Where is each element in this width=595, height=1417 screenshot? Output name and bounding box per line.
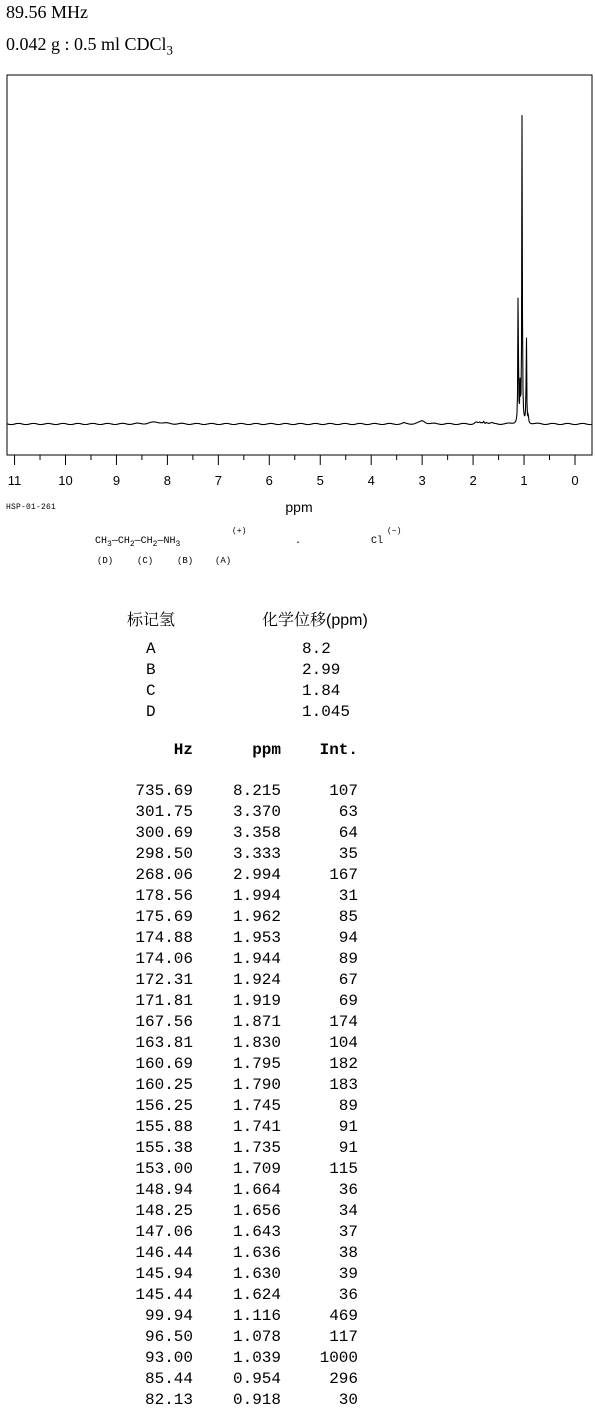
peak-row (120, 928, 358, 949)
ppm-cell: 1.871 (232, 1013, 281, 1031)
assign-header-label: 标记氢 (127, 612, 176, 629)
ppm-cell: 1.953 (232, 929, 281, 947)
assign-row: C (146, 682, 156, 700)
nmr-spectrum-chart (0, 0, 595, 530)
peak-row (120, 1369, 358, 1390)
ppm-cell: 1.116 (232, 1307, 281, 1325)
ppm-cell: 3.333 (232, 845, 281, 863)
ppm-cell: 1.636 (232, 1244, 281, 1262)
hz-cell: 147.06 (135, 1223, 193, 1241)
ppm-cell: 1.741 (232, 1118, 281, 1136)
salt-dot: . (295, 536, 302, 547)
ppm-cell: 1.790 (232, 1076, 281, 1094)
x-axis-tick-labels (8, 473, 579, 488)
x-tick-label: 8 (163, 473, 172, 488)
ppm-cell: 1.924 (232, 971, 281, 989)
peak-row (120, 1243, 358, 1264)
assign-row: D (146, 703, 156, 721)
int-cell: 469 (329, 1307, 358, 1325)
int-cell: 183 (329, 1076, 358, 1094)
peak-table-header (120, 740, 358, 761)
int-cell: 104 (329, 1034, 358, 1052)
hz-cell: 148.25 (135, 1202, 193, 1220)
peak-row (120, 1222, 358, 1243)
peak-row (120, 1075, 358, 1096)
peak-row (120, 844, 358, 865)
hz-cell: 174.06 (135, 950, 193, 968)
structure-formula (95, 527, 402, 556)
spectrum-id: HSP-01-261 (6, 503, 57, 512)
ppm-cell: 1.944 (232, 950, 281, 968)
peak-list-table (120, 740, 358, 1411)
peak-row (120, 1138, 358, 1159)
peak-row (120, 1159, 358, 1180)
ppm-cell: 8.215 (232, 782, 281, 800)
hz-cell: 153.00 (135, 1160, 193, 1178)
ppm-cell: 1.962 (232, 908, 281, 926)
hz-cell: 178.56 (135, 887, 193, 905)
hz-cell: 298.50 (135, 845, 193, 863)
hz-cell: 148.94 (135, 1181, 193, 1199)
ppm-cell: 1.630 (232, 1265, 281, 1283)
hz-cell: 175.69 (135, 908, 193, 926)
hz-cell: 93.00 (144, 1349, 193, 1367)
ppm-cell: 1.709 (232, 1160, 281, 1178)
ppm-cell: 1.919 (232, 992, 281, 1010)
int-cell: 117 (329, 1328, 358, 1346)
sample-subscript: 3 (166, 42, 174, 58)
int-cell: 39 (338, 1265, 358, 1283)
ch2-group-c: $—CH_2$ (111, 536, 135, 549)
assign-header-shift: 化学位移(ppm) (262, 612, 368, 629)
shift-assignment-table (0, 600, 595, 730)
peak-row (120, 886, 358, 907)
int-cell: 115 (329, 1160, 358, 1178)
ppm-cell: 0.918 (232, 1391, 281, 1409)
assign-shift: 1.84 (302, 682, 341, 700)
int-cell: 36 (338, 1286, 358, 1304)
int-cell: 296 (329, 1370, 358, 1388)
hz-cell: 163.81 (135, 1034, 193, 1052)
structure-labels (95, 556, 232, 572)
ppm-cell: 1.624 (232, 1286, 281, 1304)
hz-cell: 145.44 (135, 1286, 193, 1304)
int-cell: 34 (338, 1202, 358, 1220)
peak-row (120, 907, 358, 928)
x-tick-label: 3 (418, 473, 426, 488)
peak-row (120, 1327, 358, 1348)
x-tick-label: 6 (265, 473, 273, 488)
assign-row: A (146, 640, 156, 658)
x-tick-label: 1 (520, 473, 528, 488)
hz-cell: 268.06 (135, 866, 193, 884)
hz-cell: 145.94 (135, 1265, 193, 1283)
peak-row (120, 949, 358, 970)
minus-charge: (−) (387, 527, 402, 536)
hz-cell: 301.75 (135, 803, 193, 821)
peak-row (120, 781, 358, 802)
x-tick-label: 7 (214, 473, 222, 488)
int-cell: 67 (338, 971, 358, 989)
int-cell: 1000 (319, 1349, 358, 1367)
int-header: Int. (319, 741, 358, 759)
int-cell: 69 (338, 992, 358, 1010)
int-cell: 174 (329, 1013, 358, 1031)
hz-cell: 160.69 (135, 1055, 193, 1073)
int-cell: 167 (329, 866, 358, 884)
peak-row (120, 970, 358, 991)
int-cell: 30 (338, 1391, 358, 1409)
hz-cell: 160.25 (135, 1076, 193, 1094)
int-cell: 182 (329, 1055, 358, 1073)
x-tick-label: 11 (7, 473, 22, 488)
ch3-group: $CH_3$ (95, 536, 112, 549)
int-cell: 36 (338, 1181, 358, 1199)
ppm-cell: 1.643 (232, 1223, 281, 1241)
int-cell: 31 (338, 887, 358, 905)
ppm-header: ppm (252, 741, 281, 759)
x-tick-label: 10 (58, 473, 73, 488)
int-cell: 64 (338, 824, 358, 842)
plus-charge: (+) (232, 527, 247, 536)
x-axis-label: ppm (285, 499, 313, 515)
peak-row (120, 1348, 358, 1369)
spectrum-trace (7, 115, 592, 425)
x-tick-label: 5 (316, 473, 324, 488)
sample-text: 0.042 g : 0.5 ml CDCl (6, 34, 167, 54)
hz-cell: 85.44 (144, 1370, 193, 1388)
int-cell: 38 (338, 1244, 358, 1262)
int-cell: 63 (338, 803, 358, 821)
int-cell: 107 (329, 782, 358, 800)
peak-row (120, 1117, 358, 1138)
ppm-cell: 1.039 (232, 1349, 281, 1367)
peak-row (120, 991, 358, 1012)
label-d: (D) (97, 556, 114, 566)
ppm-cell: 1.994 (232, 887, 281, 905)
int-cell: 89 (338, 950, 358, 968)
chloride-ion: Cl (371, 536, 384, 547)
int-cell: 35 (338, 845, 358, 863)
hz-cell: 167.56 (135, 1013, 193, 1031)
peak-row (120, 1264, 358, 1285)
hz-cell: 172.31 (135, 971, 193, 989)
hz-cell: 156.25 (135, 1097, 193, 1115)
hz-cell: 146.44 (135, 1244, 193, 1262)
label-a: (A) (215, 556, 232, 566)
int-cell: 91 (338, 1118, 358, 1136)
peak-row (120, 1390, 358, 1411)
peak-row (120, 823, 358, 844)
peak-row (120, 1306, 358, 1327)
ch2-group-b: $—CH_2$ (134, 536, 158, 549)
hz-cell: 174.88 (135, 929, 193, 947)
hz-cell: 155.38 (135, 1139, 193, 1157)
hz-cell: 99.94 (144, 1307, 193, 1325)
hz-cell: 735.69 (135, 782, 193, 800)
hz-cell: 171.81 (135, 992, 193, 1010)
peak-row (120, 865, 358, 886)
ppm-cell: 1.830 (232, 1034, 281, 1052)
assign-shift: 2.99 (302, 661, 341, 679)
plot-frame (7, 75, 592, 455)
assign-shift: 8.2 (302, 640, 331, 658)
ppm-cell: 1.078 (232, 1328, 281, 1346)
ppm-cell: 2.994 (232, 866, 281, 884)
label-b: (B) (177, 556, 194, 566)
hz-cell: 82.13 (144, 1391, 193, 1409)
int-cell: 89 (338, 1097, 358, 1115)
hz-cell: 300.69 (135, 824, 193, 842)
hz-header: Hz (173, 741, 193, 759)
label-c: (C) (137, 556, 154, 566)
ppm-cell: 3.370 (232, 803, 281, 821)
assign-shift: 1.045 (302, 703, 351, 721)
ppm-cell: 1.656 (232, 1202, 281, 1220)
assign-row: B (146, 661, 156, 679)
int-cell: 91 (338, 1139, 358, 1157)
spectrometer-frequency: 89.56 MHz (6, 2, 88, 22)
peak-row (120, 1054, 358, 1075)
molecular-structure (95, 527, 402, 572)
nh3-group: $—NH_3$ (157, 536, 181, 549)
x-tick-label: 9 (112, 473, 121, 488)
ppm-cell: 3.358 (232, 824, 281, 842)
peak-row (120, 1180, 358, 1201)
ppm-cell: 1.745 (232, 1097, 281, 1115)
peak-row (120, 1201, 358, 1222)
peak-row (120, 1012, 358, 1033)
peak-row (120, 1096, 358, 1117)
peak-row (120, 1285, 358, 1306)
int-cell: 85 (338, 908, 358, 926)
ppm-cell: 1.664 (232, 1181, 281, 1199)
x-tick-label: 4 (367, 473, 375, 488)
peak-row (120, 802, 358, 823)
ppm-cell: 1.795 (232, 1055, 281, 1073)
hz-cell: 155.88 (135, 1118, 193, 1136)
peak-row (120, 1033, 358, 1054)
ppm-cell: 1.735 (232, 1139, 281, 1157)
hz-cell: 96.50 (144, 1328, 193, 1346)
x-tick-label: 2 (469, 473, 477, 488)
x-tick-label: 0 (571, 473, 579, 488)
int-cell: 37 (338, 1223, 358, 1241)
ppm-cell: 0.954 (232, 1370, 281, 1388)
int-cell: 94 (338, 929, 358, 947)
